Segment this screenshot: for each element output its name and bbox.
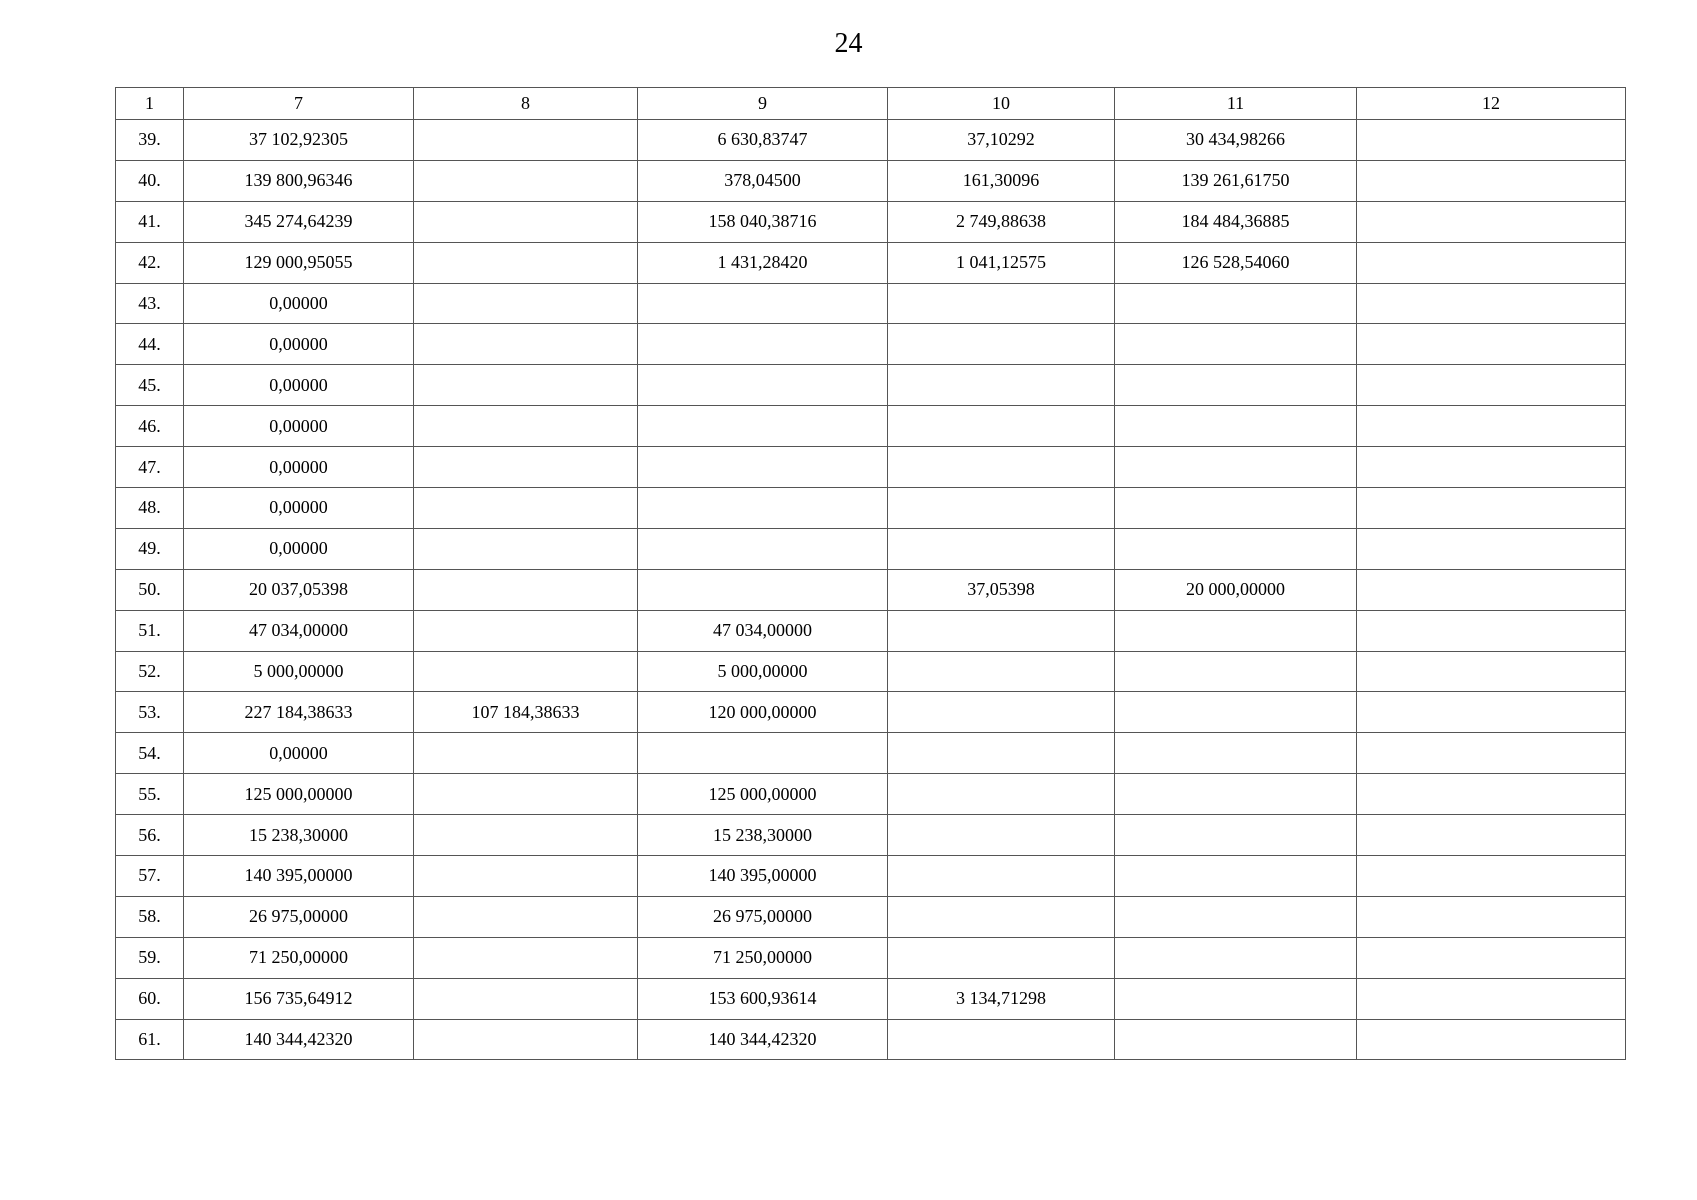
table-cell: [888, 692, 1115, 733]
row-number-cell: 46.: [116, 406, 184, 447]
table-cell: [638, 406, 888, 447]
table-cell: [1357, 365, 1626, 406]
table-cell: 5 000,00000: [184, 651, 414, 692]
table-cell: 140 395,00000: [638, 856, 888, 897]
row-number-cell: 40.: [116, 160, 184, 201]
table-cell: 26 975,00000: [184, 896, 414, 937]
table-cell: [888, 488, 1115, 529]
table-cell: [1115, 978, 1357, 1019]
table-cell: 2 749,88638: [888, 201, 1115, 242]
table-cell: 0,00000: [184, 406, 414, 447]
table-cell: 15 238,30000: [638, 815, 888, 856]
table-cell: [888, 896, 1115, 937]
table-cell: [1115, 774, 1357, 815]
table-cell: 345 274,64239: [184, 201, 414, 242]
row-number-cell: 47.: [116, 447, 184, 488]
row-number-cell: 43.: [116, 283, 184, 324]
table-cell: [888, 774, 1115, 815]
table-cell: [1357, 815, 1626, 856]
table-cell: 0,00000: [184, 528, 414, 569]
table-row: [116, 1019, 1626, 1060]
table-row: [116, 896, 1626, 937]
column-header: 8: [414, 88, 638, 120]
table-cell: [638, 569, 888, 610]
table-cell: 140 344,42320: [184, 1019, 414, 1060]
table-cell: [638, 447, 888, 488]
table-cell: [1357, 651, 1626, 692]
table-cell: [414, 160, 638, 201]
table-cell: [414, 365, 638, 406]
table-cell: [1357, 447, 1626, 488]
table-cell: [888, 365, 1115, 406]
table-cell: [638, 733, 888, 774]
row-number-cell: 55.: [116, 774, 184, 815]
table-cell: 378,04500: [638, 160, 888, 201]
table-cell: [414, 896, 638, 937]
table-cell: [1357, 528, 1626, 569]
table-row: [116, 201, 1626, 242]
table-cell: 3 134,71298: [888, 978, 1115, 1019]
table-cell: [414, 651, 638, 692]
table-cell: [1357, 896, 1626, 937]
table-row: [116, 692, 1626, 733]
table-cell: [414, 120, 638, 161]
table-cell: [1115, 324, 1357, 365]
table-cell: 0,00000: [184, 447, 414, 488]
table-cell: 158 040,38716: [638, 201, 888, 242]
table-cell: [1115, 651, 1357, 692]
table-cell: 153 600,93614: [638, 978, 888, 1019]
table-row: [116, 815, 1626, 856]
row-number-cell: 54.: [116, 733, 184, 774]
table-cell: 20 000,00000: [1115, 569, 1357, 610]
table-row: [116, 569, 1626, 610]
table-cell: [1115, 528, 1357, 569]
table-cell: 15 238,30000: [184, 815, 414, 856]
table-row: [116, 283, 1626, 324]
table-cell: [888, 937, 1115, 978]
table-cell: 126 528,54060: [1115, 242, 1357, 283]
table-cell: [1357, 774, 1626, 815]
table-cell: 156 735,64912: [184, 978, 414, 1019]
table-cell: 37 102,92305: [184, 120, 414, 161]
table-cell: 0,00000: [184, 488, 414, 529]
table-row: [116, 365, 1626, 406]
table-cell: 129 000,95055: [184, 242, 414, 283]
row-number-cell: 51.: [116, 610, 184, 651]
table-cell: [1357, 692, 1626, 733]
table-cell: [414, 242, 638, 283]
table-cell: [1357, 283, 1626, 324]
table-cell: 0,00000: [184, 365, 414, 406]
table-row: [116, 937, 1626, 978]
column-header: 11: [1115, 88, 1357, 120]
table-cell: [1115, 610, 1357, 651]
table-cell: [638, 324, 888, 365]
table-cell: [414, 610, 638, 651]
table-cell: [414, 856, 638, 897]
data-table: [115, 87, 1626, 1060]
row-number-cell: 52.: [116, 651, 184, 692]
table-cell: 139 261,61750: [1115, 160, 1357, 201]
table-cell: [1357, 610, 1626, 651]
table-cell: 5 000,00000: [638, 651, 888, 692]
table-cell: 47 034,00000: [184, 610, 414, 651]
column-header: 7: [184, 88, 414, 120]
table-body: [116, 120, 1626, 1060]
table-cell: 227 184,38633: [184, 692, 414, 733]
table-cell: [1115, 937, 1357, 978]
column-header: 12: [1357, 88, 1626, 120]
table-cell: [414, 733, 638, 774]
table-row: [116, 651, 1626, 692]
table-cell: 184 484,36885: [1115, 201, 1357, 242]
table-cell: 107 184,38633: [414, 692, 638, 733]
table-cell: [1357, 1019, 1626, 1060]
table-cell: [888, 856, 1115, 897]
column-header: 10: [888, 88, 1115, 120]
table-cell: [888, 733, 1115, 774]
table-row: [116, 406, 1626, 447]
table-cell: 140 344,42320: [638, 1019, 888, 1060]
row-number-cell: 48.: [116, 488, 184, 529]
table-cell: [414, 569, 638, 610]
row-number-cell: 57.: [116, 856, 184, 897]
table-cell: [888, 406, 1115, 447]
table-cell: [1115, 815, 1357, 856]
table-cell: [888, 447, 1115, 488]
table-cell: [1357, 856, 1626, 897]
table-cell: 26 975,00000: [638, 896, 888, 937]
table-cell: [888, 610, 1115, 651]
table-row: [116, 528, 1626, 569]
table-cell: [1357, 201, 1626, 242]
table-cell: 1 041,12575: [888, 242, 1115, 283]
table-cell: [414, 528, 638, 569]
table-cell: [888, 324, 1115, 365]
table-header: [116, 88, 1626, 120]
table-row: [116, 856, 1626, 897]
row-number-cell: 45.: [116, 365, 184, 406]
row-number-cell: 49.: [116, 528, 184, 569]
table-cell: [1115, 733, 1357, 774]
table-cell: [1357, 569, 1626, 610]
table-row: [116, 733, 1626, 774]
row-number-cell: 53.: [116, 692, 184, 733]
table-cell: [1115, 488, 1357, 529]
table-cell: [888, 283, 1115, 324]
table-cell: 6 630,83747: [638, 120, 888, 161]
table-cell: [414, 978, 638, 1019]
table-cell: [1357, 978, 1626, 1019]
table-cell: [414, 774, 638, 815]
table-cell: [414, 406, 638, 447]
header-row: [116, 88, 1626, 120]
table-cell: 120 000,00000: [638, 692, 888, 733]
table-row: [116, 447, 1626, 488]
table-cell: 30 434,98266: [1115, 120, 1357, 161]
table-cell: 161,30096: [888, 160, 1115, 201]
row-number-cell: 61.: [116, 1019, 184, 1060]
table-cell: 37,05398: [888, 569, 1115, 610]
table-cell: 20 037,05398: [184, 569, 414, 610]
table-row: [116, 242, 1626, 283]
table-row: [116, 120, 1626, 161]
table-cell: [888, 528, 1115, 569]
table-cell: [414, 201, 638, 242]
table-cell: 71 250,00000: [638, 937, 888, 978]
table-cell: [1357, 937, 1626, 978]
table-cell: [1115, 896, 1357, 937]
table-cell: 0,00000: [184, 733, 414, 774]
table-cell: [1115, 692, 1357, 733]
table-cell: [1357, 406, 1626, 447]
row-number-cell: 60.: [116, 978, 184, 1019]
table-cell: 0,00000: [184, 283, 414, 324]
table-cell: [1115, 283, 1357, 324]
table-cell: [638, 528, 888, 569]
table-row: [116, 160, 1626, 201]
table-cell: [638, 365, 888, 406]
table-cell: 47 034,00000: [638, 610, 888, 651]
column-header: 1: [116, 88, 184, 120]
table-cell: 140 395,00000: [184, 856, 414, 897]
table-cell: [414, 1019, 638, 1060]
row-number-cell: 59.: [116, 937, 184, 978]
table-cell: [638, 283, 888, 324]
table-cell: 71 250,00000: [184, 937, 414, 978]
table-row: [116, 610, 1626, 651]
table-cell: [888, 815, 1115, 856]
table-row: [116, 488, 1626, 529]
table-cell: [1357, 160, 1626, 201]
table-cell: 125 000,00000: [638, 774, 888, 815]
table-cell: [414, 488, 638, 529]
row-number-cell: 42.: [116, 242, 184, 283]
row-number-cell: 44.: [116, 324, 184, 365]
table-cell: [888, 1019, 1115, 1060]
table-cell: [1115, 406, 1357, 447]
row-number-cell: 41.: [116, 201, 184, 242]
table-row: [116, 324, 1626, 365]
table-cell: 1 431,28420: [638, 242, 888, 283]
table-cell: 0,00000: [184, 324, 414, 365]
table-cell: 139 800,96346: [184, 160, 414, 201]
table-cell: [1357, 733, 1626, 774]
table-cell: [414, 815, 638, 856]
page-number: 24: [834, 28, 863, 59]
row-number-cell: 50.: [116, 569, 184, 610]
table-row: [116, 978, 1626, 1019]
table-cell: [1357, 488, 1626, 529]
table-cell: [1115, 447, 1357, 488]
table-row: [116, 774, 1626, 815]
table-cell: [1115, 1019, 1357, 1060]
table-cell: [1115, 856, 1357, 897]
table-cell: [414, 937, 638, 978]
table-cell: [1357, 242, 1626, 283]
row-number-cell: 58.: [116, 896, 184, 937]
table-cell: [1357, 120, 1626, 161]
column-header: 9: [638, 88, 888, 120]
table-cell: [888, 651, 1115, 692]
table-cell: 37,10292: [888, 120, 1115, 161]
table-cell: [414, 447, 638, 488]
row-number-cell: 39.: [116, 120, 184, 161]
table-cell: [638, 488, 888, 529]
row-number-cell: 56.: [116, 815, 184, 856]
table-cell: 125 000,00000: [184, 774, 414, 815]
table-cell: [1357, 324, 1626, 365]
table-cell: [414, 324, 638, 365]
table-cell: [414, 283, 638, 324]
table-cell: [1115, 365, 1357, 406]
